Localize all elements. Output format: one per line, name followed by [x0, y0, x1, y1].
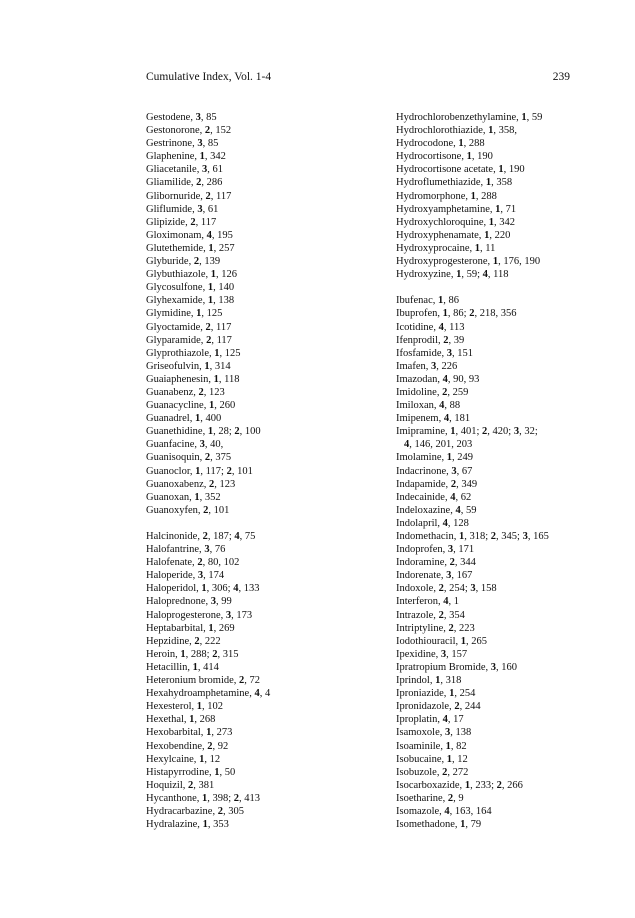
index-entry: Isoetharine, 2, 9	[396, 792, 464, 804]
index-entry: Glyparamide, 2, 117	[146, 334, 232, 346]
index-entry: Hexethal, 1, 268	[146, 714, 216, 726]
index-entry: Hexahydroamphetamine, 4, 4	[146, 688, 271, 700]
index-entry: Guanethidine, 1, 28; 2, 100	[146, 426, 261, 438]
index-entry: Isomazole, 4, 163, 164	[396, 805, 492, 817]
index-entry: Guanabenz, 2, 123	[146, 386, 225, 398]
volume-number: 2	[469, 308, 475, 320]
volume-number: 2	[205, 190, 211, 202]
index-entry: Hycanthone, 1, 398; 2, 413	[146, 792, 261, 804]
index-entry: Hexylcaine, 1, 12	[146, 753, 221, 765]
volume-number: 1	[196, 308, 202, 320]
index-entry: Imolamine, 1, 249	[396, 452, 473, 464]
index-entry: Halcinonide, 2, 187; 4, 75	[146, 531, 256, 542]
volume-number: 2	[234, 426, 240, 438]
volume-number: 2	[202, 531, 208, 542]
index-entry: Hydroxyzine, 1, 59; 4, 118	[396, 269, 509, 281]
volume-number: 1	[495, 203, 501, 215]
volume-number: 4	[455, 504, 461, 516]
volume-number: 2	[448, 622, 454, 634]
volume-number: 2	[197, 557, 203, 569]
index-entry: Glibornuride, 2, 117	[146, 190, 232, 202]
index-entry: Guaiaphenesin, 1, 118	[146, 373, 240, 385]
volume-number: 1	[521, 112, 527, 123]
index-entry: Imidoline, 2, 259	[396, 386, 469, 398]
volume-number: 2	[438, 583, 444, 595]
index-entry: Hepzidine, 2, 222	[146, 635, 221, 647]
index-entry: Glaphenine, 1, 342	[146, 151, 226, 163]
volume-number: 1	[449, 688, 455, 700]
index-entry: Heptabarbital, 1, 269	[146, 622, 235, 634]
volume-number: 3	[447, 544, 454, 556]
volume-number: 1	[498, 164, 504, 176]
volume-number: 4	[442, 373, 448, 385]
volume-number: 2	[206, 334, 212, 346]
index-entry: Hydracarbazine, 2, 305	[146, 805, 244, 817]
index-entry: Guanoxabenz, 2, 123	[146, 478, 236, 490]
volume-number: 3	[199, 439, 205, 451]
index-entry: Ifenprodil, 2, 39	[396, 334, 465, 346]
volume-number: 1	[192, 661, 198, 673]
group-spacer	[146, 517, 366, 530]
volume-number: 3	[451, 465, 457, 477]
index-entry: Hydroflumethiazide, 1, 358	[396, 177, 513, 189]
index-entry: Glybuthiazole, 1, 126	[146, 269, 237, 281]
volume-number: 4	[444, 805, 450, 817]
index-entry: Gloximonam, 4, 195	[146, 229, 233, 241]
volume-number: 1	[207, 295, 214, 307]
volume-number: 2	[196, 177, 202, 189]
index-entry: Ipronidazole, 2, 244	[396, 701, 481, 713]
volume-number: 4	[206, 229, 212, 241]
volume-number: 1	[201, 583, 207, 595]
index-entry: Guanisoquin, 2, 375	[146, 452, 232, 464]
index-entry: Guanoxyfen, 2, 101	[146, 504, 230, 516]
index-entry: Imazodan, 4, 90, 93	[396, 373, 480, 385]
volume-number: 4	[442, 517, 448, 529]
volume-number: 2	[194, 635, 200, 647]
volume-number: 1	[446, 452, 452, 464]
index-entry: Hydralazine, 1, 353	[146, 819, 229, 831]
volume-number: 2	[188, 779, 194, 791]
volume-number: 2	[442, 386, 448, 398]
index-entry: Indoxole, 2, 254; 3, 158	[396, 583, 497, 595]
index-column-right	[396, 111, 606, 831]
volume-number: 1	[474, 242, 480, 254]
index-entry: Indapamide, 2, 349	[396, 478, 478, 490]
index-entry: Isobucaine, 1, 12	[396, 753, 468, 765]
volume-number: 2	[193, 256, 200, 268]
volume-number: 3	[430, 360, 437, 372]
volume-number: 2	[207, 740, 213, 752]
volume-number: 2	[239, 675, 245, 687]
volume-number: 4	[254, 688, 260, 700]
volume-number: 3	[197, 138, 203, 150]
volume-number: 1	[470, 190, 476, 202]
index-entry: Iodothiouracil, 1, 265	[396, 635, 487, 647]
volume-number: 1	[180, 648, 186, 660]
volume-number: 1	[458, 531, 465, 542]
volume-number: 1	[458, 138, 464, 150]
volume-number: 1	[450, 426, 456, 438]
volume-number: 4	[233, 583, 239, 595]
index-entry: Hetacillin, 1, 414	[146, 661, 219, 673]
volume-number: 4	[450, 491, 456, 503]
volume-number: 4	[438, 321, 444, 333]
volume-number: 2	[442, 766, 448, 778]
volume-number: 1	[492, 256, 499, 268]
index-entry: Imiloxan, 4, 88	[396, 400, 461, 412]
index-entry: Gliflumide, 3, 61	[146, 203, 219, 215]
index-entry: Haloprogesterone, 3, 173	[146, 609, 253, 621]
index-entry: Ibuprofen, 1, 86; 2, 218, 356	[396, 308, 517, 320]
volume-number: 4	[443, 596, 449, 608]
volume-number: 2	[212, 648, 218, 660]
volume-number: 2	[203, 504, 209, 516]
index-entry: Isoaminile, 1, 82	[396, 740, 467, 752]
index-entry: Indecainide, 4, 62	[396, 491, 472, 503]
index-entry: Indorenate, 3, 167	[396, 570, 473, 582]
index-entry: Haloperidol, 1, 306; 4, 133	[146, 583, 260, 595]
volume-number: 3	[445, 727, 451, 739]
volume-number: 4	[439, 400, 445, 412]
volume-number: 1	[196, 701, 202, 713]
index-entry: Glyhexamide, 1, 138	[146, 295, 235, 307]
index-entry: Icotidine, 4, 113	[396, 321, 465, 333]
index-column-left	[146, 111, 366, 831]
volume-number: 1	[446, 753, 452, 765]
index-entry: Glycosulfone, 1, 140	[146, 282, 235, 294]
volume-number: 2	[450, 478, 457, 490]
index-entry: Halofantrine, 3, 76	[146, 544, 226, 556]
volume-number: 1	[213, 373, 219, 385]
index-entry: Guanoxan, 1, 352	[146, 491, 221, 503]
volume-number: 1	[199, 753, 205, 765]
volume-number: 1	[460, 635, 466, 647]
index-entry: Ipexidine, 3, 157	[396, 648, 468, 660]
index-entry: Hydroxychloroquine, 1, 342	[396, 216, 515, 228]
volume-number: 3	[470, 583, 476, 595]
volume-number: 2	[490, 531, 497, 542]
index-entry: Intriptyline, 2, 223	[396, 622, 475, 634]
volume-number: 1	[484, 229, 490, 241]
volume-number: 2	[204, 452, 211, 464]
volume-number: 3	[446, 347, 452, 359]
volume-number: 3	[197, 570, 204, 582]
index-entry: Glutethemide, 1, 257	[146, 242, 235, 254]
volume-number: 3	[490, 661, 497, 673]
volume-number: 3	[446, 570, 452, 582]
index-entry: Indomethacin, 1, 318; 2, 345; 3, 165	[396, 531, 549, 542]
volume-number: 2	[226, 465, 232, 477]
index-entry: Imafen, 3, 226	[396, 360, 458, 372]
index-entry: Hydromorphone, 1, 288	[396, 190, 497, 202]
volume-number: 1	[207, 282, 214, 294]
index-entry: Indacrinone, 3, 67	[396, 465, 473, 477]
index-entry: Gliacetanile, 3, 61	[146, 164, 223, 176]
index-entry: 4, 146, 201, 203	[404, 439, 473, 451]
index-entry: Gestodene, 3, 85	[146, 112, 217, 123]
volume-number: 1	[195, 465, 201, 477]
volume-number: 1	[207, 426, 214, 438]
volume-number: 1	[456, 269, 462, 281]
volume-number: 1	[214, 766, 220, 778]
volume-number: 2	[205, 321, 211, 333]
volume-number: 3	[522, 531, 528, 542]
index-entry: Heroin, 1, 288; 2, 315	[146, 648, 239, 660]
volume-number: 3	[513, 426, 520, 438]
volume-number: 4	[443, 413, 450, 425]
index-entry: Haloprednone, 3, 99	[146, 596, 232, 608]
volume-number: 2	[208, 478, 215, 490]
index-entry: Heteronium bromide, 2, 72	[146, 675, 261, 687]
volume-number: 2	[233, 792, 240, 804]
index-entry: Ifosfamide, 3, 151	[396, 347, 473, 359]
index-entry: Iproniazide, 1, 254	[396, 688, 476, 700]
index-entry: Gliamilide, 2, 286	[146, 177, 223, 189]
volume-number: 1	[189, 714, 195, 726]
volume-number: 1	[488, 216, 494, 228]
volume-number: 1	[208, 242, 214, 254]
volume-number: 2	[449, 557, 455, 569]
volume-number: 2	[447, 792, 454, 804]
volume-number: 1	[201, 792, 208, 804]
index-entry: Histapyrrodine, 1, 50	[146, 766, 236, 778]
index-entry: Haloperide, 3, 174	[146, 570, 225, 582]
volume-number: 1	[194, 413, 201, 425]
volume-number: 2	[443, 334, 449, 346]
index-entry: Glyburide, 2, 139	[146, 256, 221, 268]
index-entry: Guanoclor, 1, 117; 2, 101	[146, 465, 253, 477]
volume-number: 1	[210, 269, 216, 281]
volume-number: 2	[482, 426, 488, 438]
volume-number: 1	[194, 491, 200, 503]
index-entry: Indoramine, 2, 344	[396, 557, 476, 569]
index-entry: Interferon, 4, 1	[396, 596, 459, 608]
volume-number: 1	[485, 177, 492, 189]
index-entry: Hexobendine, 2, 92	[146, 740, 229, 752]
index-entry: Imipramine, 1, 401; 2, 420; 3, 32;	[396, 426, 538, 438]
volume-number: 2	[496, 779, 502, 791]
index-entry: Gestonorone, 2, 152	[146, 125, 232, 137]
volume-number: 2	[190, 216, 196, 228]
index-entry: Hoquizil, 2, 381	[146, 779, 215, 791]
volume-number: 3	[210, 596, 216, 608]
index-entry: Gestrinone, 3, 85	[146, 138, 219, 150]
volume-number: 2	[198, 386, 204, 398]
index-entry: Indoprofen, 3, 171	[396, 544, 475, 556]
index-entry: Hydrocortisone, 1, 190	[396, 151, 493, 163]
index-entry: Hexesterol, 1, 102	[146, 701, 223, 713]
volume-number: 3	[440, 648, 447, 660]
page-number: 239	[552, 71, 570, 83]
volume-number: 4	[404, 439, 410, 451]
volume-number: 1	[204, 360, 210, 372]
index-entry: Ibufenac, 1, 86	[396, 295, 459, 307]
index-entry: Isobuzole, 2, 272	[396, 766, 469, 778]
volume-number: 1	[206, 727, 212, 739]
volume-number: 1	[202, 819, 208, 831]
index-entry: Guanfacine, 3, 40,	[146, 439, 224, 451]
index-entry: Isocarboxazide, 1, 233; 2, 266	[396, 779, 523, 791]
page-header	[146, 69, 570, 85]
volume-number: 4	[482, 269, 488, 281]
volume-number: 3	[204, 544, 210, 556]
volume-number: 1	[208, 400, 215, 412]
index-entry: Isomethadone, 1, 79	[396, 819, 482, 831]
volume-number: 4	[234, 531, 240, 542]
volume-number: 3	[201, 164, 208, 176]
index-entry: Glyprothiazole, 1, 125	[146, 347, 241, 359]
volume-number: 3	[195, 112, 201, 123]
volume-number: 1	[460, 819, 466, 831]
index-entry: Hydrocortisone acetate, 1, 190	[396, 164, 525, 176]
index-entry: Glymidine, 1, 125	[146, 308, 223, 320]
volume-number: 1	[466, 151, 472, 163]
index-entry: Hydroxyphenamate, 1, 220	[396, 229, 511, 241]
index-entry: Isamoxole, 3, 138	[396, 727, 472, 739]
running-title: Cumulative Index, Vol. 1-4	[146, 71, 272, 83]
volume-number: 2	[217, 805, 223, 817]
volume-number: 1	[445, 740, 451, 752]
index-entry: Hydroxyprocaine, 1, 11	[396, 242, 496, 254]
group-spacer	[396, 281, 606, 294]
index-entry: Hexobarbital, 1, 273	[146, 727, 233, 739]
index-entry: Indeloxazine, 4, 59	[396, 504, 477, 516]
index-entry: Griseofulvin, 1, 314	[146, 360, 231, 372]
index-entry: Hydrocodone, 1, 288	[396, 138, 485, 150]
volume-number: 2	[204, 125, 211, 137]
volume-number: 1	[214, 347, 220, 359]
volume-number: 1	[208, 622, 214, 634]
index-entry: Hydroxyprogesterone, 1, 176, 190	[396, 256, 541, 268]
index-entry: Iprindol, 1, 318	[396, 675, 462, 687]
index-entry: Hydrochlorothiazide, 1, 358,	[396, 125, 518, 137]
index-entry: Imipenem, 4, 181	[396, 413, 471, 425]
volume-number: 2	[454, 701, 460, 713]
volume-number: 2	[438, 609, 444, 621]
index-entry: Halofenate, 2, 80, 102	[146, 557, 240, 569]
volume-number: 1	[199, 151, 205, 163]
volume-number: 1	[488, 125, 494, 137]
index-entry: Intrazole, 2, 354	[396, 609, 465, 621]
volume-number: 3	[197, 203, 203, 215]
index-entry: Hydrochlorobenzethylamine, 1, 59	[396, 112, 543, 123]
index-entry: Iproplatin, 4, 17	[396, 714, 464, 726]
volume-number: 3	[225, 609, 232, 621]
volume-number: 1	[464, 779, 471, 791]
index-entry: Glipizide, 2, 117	[146, 216, 217, 228]
volume-number: 1	[437, 295, 444, 307]
index-entry: Ipratropium Bromide, 3, 160	[396, 661, 518, 673]
index-entry: Glyoctamide, 2, 117	[146, 321, 232, 333]
index-entry: Guanacycline, 1, 260	[146, 400, 236, 412]
index-entry: Guanadrel, 1, 400	[146, 413, 222, 425]
index-entry: Indolapril, 4, 128	[396, 517, 469, 529]
volume-number: 4	[442, 714, 448, 726]
volume-number: 1	[435, 675, 441, 687]
volume-number: 1	[442, 308, 448, 320]
index-entry: Hydroxyamphetamine, 1, 71	[396, 203, 517, 215]
